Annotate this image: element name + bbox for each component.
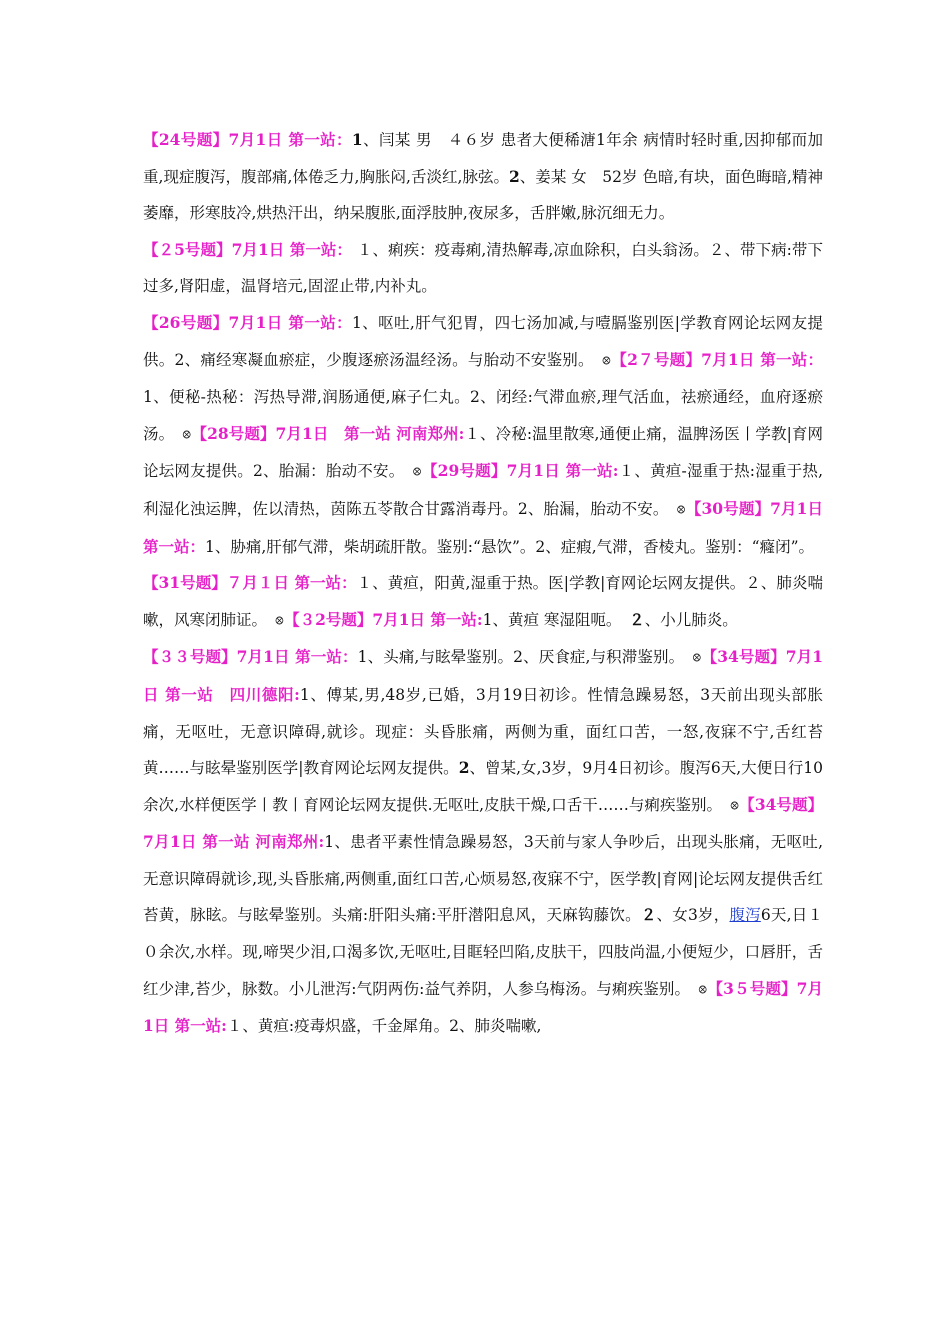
body-text: １、黄疸-湿重于热:湿重于热,利湿化浊运脾，佐以清热，茵陈五苓散合甘露消毒丹。2、胎漏，胎动不安。 bbox=[143, 462, 823, 518]
body-text: 、小儿肺炎。 bbox=[644, 610, 738, 629]
question-heading: 【34号题】7月1日 第一站 河南郑州: bbox=[143, 794, 823, 852]
question-heading: 【３2号题】7月1日 第一站: bbox=[284, 609, 483, 629]
paragraph bbox=[143, 232, 823, 305]
item-number: ２ bbox=[629, 609, 645, 629]
body-text: 、姜某 女 52岁 色暗,有块，面色晦暗,精神萎靡，形寒肢冷,烘热汗出，纳呆腹胀,面浮肢肿,夜尿多，舌胖嫩,脉沉细无力。 bbox=[143, 167, 823, 223]
body-text: 、闫某 男 ４６岁 患者大便稀溏1年余 病情时轻时重,因抑郁而加重,现症腹泻，腹部痛,体倦乏力,胸胀闷,舌淡红,脉弦。 bbox=[143, 131, 823, 186]
question-heading: 【２5号题】7月1日 第一站： bbox=[143, 239, 352, 259]
paragraph-mark-icon: ꕕ bbox=[676, 502, 686, 517]
paragraph-mark-icon: ꕕ bbox=[412, 465, 422, 480]
body-text: 1、便秘-热秘：泻热导滞,润肠通便,麻子仁丸。2、闭经:气滞血瘀,理气活血，祛瘀通经，血府逐瘀汤。 bbox=[143, 388, 823, 443]
paragraph-mark-icon: ꕕ bbox=[601, 353, 612, 368]
item-number: 2 bbox=[508, 166, 520, 186]
body-text: １、黄疸，阳黄,湿重于热。医|学教|育网论坛网友提供。２、肺炎喘嗽，风寒闭肺证。 bbox=[143, 574, 823, 629]
body-text: １、冷秘:温里散寒,通便止痛，温脾汤医丨学教|育网论坛网友提供。2、胎漏：胎动不安。 bbox=[143, 424, 823, 481]
body-text: 1、黄疸 寒湿阻呃。 bbox=[482, 610, 630, 629]
document-body bbox=[143, 122, 823, 1045]
paragraph-mark-icon: ꕕ bbox=[182, 427, 192, 442]
item-number: ２ bbox=[640, 905, 657, 925]
question-heading: 【2７号题】7月1日 第一站： bbox=[611, 349, 823, 369]
paragraph-mark-icon: ꕕ bbox=[698, 982, 708, 997]
body-text: 1、胁痛,肝郁气滞，柴胡疏肝散。鉴别:“悬饮”。2、症瘕,气滞，香棱丸。鉴别：“癃闭”。 bbox=[205, 537, 815, 556]
body-text: 1、呕吐,肝气犯胃，四七汤加减,与噎膈鉴别医|学教育网论坛网友提供。2、痛经寒凝血瘀症，少腹逐瘀汤温经汤。与胎动不安鉴别。 bbox=[143, 313, 823, 369]
question-heading: 【31号题】７月１日 第一站： bbox=[143, 573, 357, 593]
hyperlink[interactable]: 腹泻 bbox=[729, 906, 761, 925]
body-text: 、女3岁， bbox=[656, 906, 730, 925]
question-heading: 【３３号题】7月1日 第一站： bbox=[143, 647, 358, 667]
body-text: 、曾某,女,3岁，9月4日初诊。腹泻6天,大便日行10余次,水样便医学丨教丨育网论坛网友提供.无呕吐,皮肤干燥,口舌干……与痢疾鉴别。 bbox=[143, 759, 824, 814]
question-heading: 【30号题】7月1日 第一站： bbox=[143, 498, 824, 556]
question-heading: 【26号题】7月1日 第一站： bbox=[143, 312, 352, 332]
question-heading: 【29号题】7月1日 第一站: bbox=[421, 461, 619, 481]
body-text: １、痢疾：疫毒痢,清热解毒,凉血除积，白头翁汤。２、带下病:带下过多,肾阳虚，温肾培元,固涩止带,内补丸。 bbox=[143, 240, 823, 296]
body-text: 1、傅某,男,48岁,已婚，3月19日初诊。性情急躁易怒，3天前出现头部胀痛，无呕吐，无意识障碍,就诊。现症：头昏胀痛，两侧为重，面红口苦，一怒,夜寐不宁,舌红苔黄……与眩晕鉴别医学|教育网论坛网友提供。 bbox=[143, 685, 823, 778]
question-heading: 【3５号题】7月1日 第一站: bbox=[143, 978, 823, 1036]
paragraph-mark-icon: ꕕ bbox=[729, 798, 740, 813]
paragraph bbox=[143, 565, 823, 639]
paragraph bbox=[143, 122, 823, 232]
paragraph bbox=[143, 305, 823, 565]
paragraph bbox=[143, 639, 823, 1045]
body-text: 1、患者平素性情急躁易怒，3天前与家人争吵后，出现头胀痛，无呕吐,无意识障碍就诊,现,头昏胀痛,两侧重,面红口苦,心烦易怒,夜寐不宁，医学教|育网|论坛网友提供舌红苔黄，脉眩。与眩晕鉴别。头痛:肝阳头痛:平肝潜阳息风，天麻钩藤饮。 bbox=[143, 833, 824, 925]
item-number: 2 bbox=[458, 758, 470, 778]
body-text: 6天,日１０余次,水样。现,啼哭少泪,口渴多饮,无呕吐,目眶轻凹陷,皮肤干，四肢尚温,小便短少，口唇肝，舌红少津,苔少，脉数。小儿泄泻:气阴两伤:益气养阴，人参乌梅汤。与痢疾鉴别。 bbox=[143, 906, 823, 998]
item-number: 1 bbox=[351, 130, 363, 149]
body-text: 1、头痛,与眩晕鉴别。2、厌食症,与积滞鉴别。 bbox=[357, 648, 693, 667]
question-heading: 【34号题】7月1日 第一站 四川德阳: bbox=[143, 647, 824, 704]
body-text: １、黄疸:疫毒炽盛，千金犀角。2、肺炎喘嗽, bbox=[226, 1017, 542, 1036]
question-heading: 【24号题】7月1日 第一站： bbox=[143, 130, 352, 149]
question-heading: 【28号题】7月1日 第一站 河南郑州: bbox=[191, 423, 465, 443]
paragraph-mark-icon: ꕕ bbox=[692, 651, 702, 666]
paragraph-mark-icon: ꕕ bbox=[274, 613, 285, 628]
